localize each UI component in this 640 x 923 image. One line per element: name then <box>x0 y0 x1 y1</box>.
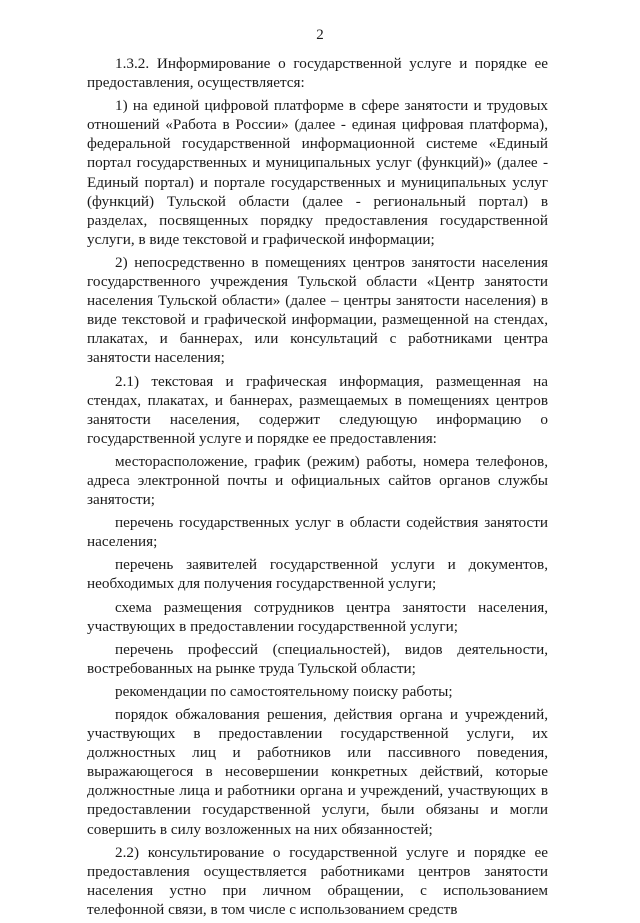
paragraph-item-2-2: 2.2) консультирование о государственной услуге и порядке ее предоставления осуществляется работниками центров занятости населения устно при личном обращении, с использованием телефонной связи, в том числе с использованием средств <box>87 843 548 918</box>
paragraph-item-1: 1) на единой цифровой платформе в сфере занятости и трудовых отношений «Работа в России» (далее - единая цифровая платформа), федеральной государственной информационной системе «Единый портал государственных и муниципальных услуг (функций)» (далее - Единый портал) и портале государственных и муниципальных услуг (функций) Тульской области (далее - региональный портал) в разделах, посвященных порядку предоставления государственной услуги, в виде текстовой и графической информации; <box>87 97 548 248</box>
paragraph-item-2: 2) непосредственно в помещениях центров занятости населения государственного учреждения Тульской области «Центр занятости населения Тульской области» (далее – центры занятости населения) в виде текстовой и графической информации, размещенной на стендах, плакатах, и баннерах, или консультаций с работниками центра занятости населения; <box>87 253 548 367</box>
list-item-location: месторасположение, график (режим) работы, номера телефонов, адреса электронной почты и официальных сайтов органов службы занятости; <box>87 452 548 509</box>
paragraph-1-3-2: 1.3.2. Информирование о государственной услуге и порядке ее предоставления, осуществляется: <box>87 55 548 92</box>
list-item-professions: перечень профессий (специальностей), видов деятельности, востребованных на рынке труда Тульской области; <box>87 640 548 677</box>
list-item-job-search-tips: рекомендации по самостоятельному поиску работы; <box>115 682 453 700</box>
list-item-applicants: перечень заявителей государственной услуги и документов, необходимых для получения государственной услуги; <box>87 556 548 593</box>
page-number: 2 <box>316 27 324 43</box>
document-body <box>87 54 548 923</box>
list-item-appeal-procedure: порядок обжалования решения, действия органа и учреждений, участвующих в предоставлении государственной услуги, их должностных лиц и работников или пассивного поведения, выражающегося в несовершении конкретных действий, которые должностные лица и работники органа и учреждений, участвующих в предоставлении государственной услуги, были обязаны и могли совершить в силу возложенных на них обязанностей; <box>87 706 548 838</box>
paragraph-item-2-1: 2.1) текстовая и графическая информация, размещенная на стендах, плакатах, и баннерах, размещаемых в помещениях центров занятости населения, содержит следующую информацию о государственной услуге и порядке ее предоставления: <box>87 372 548 447</box>
list-item-staff-scheme: схема размещения сотрудников центра занятости населения, участвующих в предоставлении государственной услуги; <box>87 598 548 635</box>
list-item-services: перечень государственных услуг в области содействия занятости населения; <box>87 514 548 551</box>
